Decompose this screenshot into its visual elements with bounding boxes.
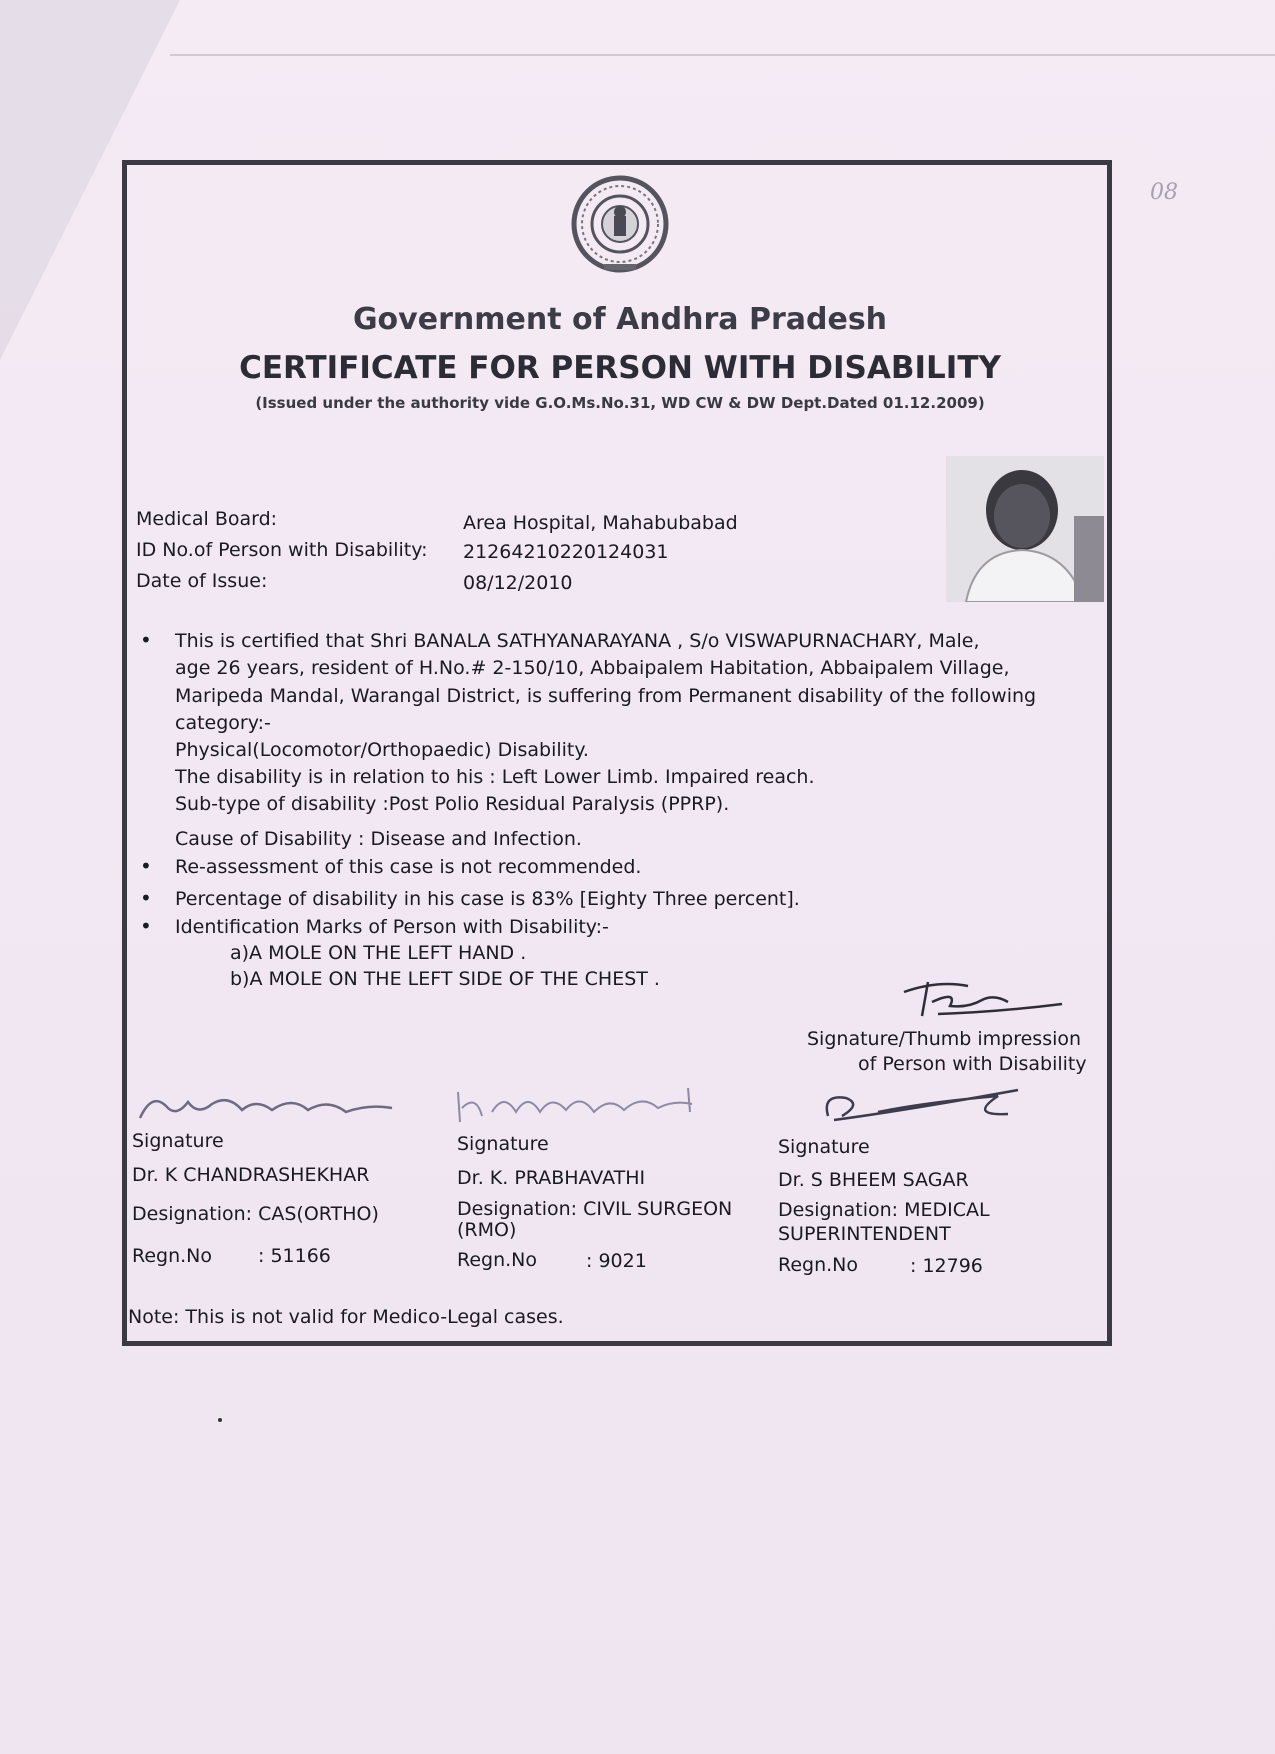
bullet-icon: • xyxy=(140,854,152,878)
doctor-3-regn-label: Regn.No xyxy=(778,1254,859,1276)
margin-mark: 08 xyxy=(1150,180,1178,205)
doctor-3-regn-value: : 12796 xyxy=(910,1255,983,1277)
doctor-1-regn-label: Regn.No xyxy=(132,1245,213,1267)
doctor-3-name: Dr. S BHEEM SAGAR xyxy=(778,1169,969,1191)
doctor-1-signature-label: Signature xyxy=(132,1130,224,1152)
medical-board-value: Area Hospital, Mahabubabad xyxy=(463,512,738,534)
doctor-2-designation-line-2: (RMO) xyxy=(457,1219,517,1241)
doctor-3-signature-icon xyxy=(818,1086,1038,1132)
doctor-2-regn-value: : 9021 xyxy=(586,1250,647,1272)
bullet-icon: • xyxy=(140,914,152,938)
percentage-line: Percentage of disability in his case is 83% [Eighty Three percent]. xyxy=(175,888,800,910)
disability-subtype: Sub-type of disability :Post Polio Residual Paralysis (PPRP). xyxy=(175,793,730,815)
bullet-icon: • xyxy=(140,886,152,910)
paper-speck xyxy=(218,1418,222,1422)
certification-line-3: Maripeda Mandal, Warangal District, is suffering from Permanent disability of the following xyxy=(175,685,1037,707)
doctor-1-designation: Designation: CAS(ORTHO) xyxy=(132,1203,379,1225)
person-portrait-icon xyxy=(946,456,1104,602)
doctor-2-name: Dr. K. PRABHAVATHI xyxy=(457,1167,646,1189)
reassessment-line: Re-assessment of this case is not recommended. xyxy=(175,856,642,878)
doctor-1-signature-icon xyxy=(132,1088,432,1128)
person-signature-caption-1: Signature/Thumb impression xyxy=(807,1028,1082,1050)
disability-category: Physical(Locomotor/Orthopaedic) Disability. xyxy=(175,739,589,761)
doctor-1-regn-value: : 51166 xyxy=(258,1245,331,1267)
id-value: 21264210220124031 xyxy=(463,541,669,563)
doctor-3-signature-label: Signature xyxy=(778,1136,870,1158)
certificate-title: CERTIFICATE FOR PERSON WITH DISABILITY xyxy=(239,350,1001,386)
bullet-icon: • xyxy=(140,628,152,652)
person-photo xyxy=(946,456,1104,602)
doctor-2-signature-icon xyxy=(452,1082,752,1128)
medical-board-label: Medical Board: xyxy=(136,508,278,530)
certification-line-2: age 26 years, resident of H.No.# 2-150/10, Abbaipalem Habitation, Abbaipalem Village, xyxy=(175,657,1010,679)
identification-mark-b: b)A MOLE ON THE LEFT SIDE OF THE CHEST . xyxy=(230,968,660,990)
identification-heading: Identification Marks of Person with Disability:- xyxy=(175,916,609,938)
validity-note: Note: This is not valid for Medico-Legal cases. xyxy=(128,1306,564,1328)
person-signature-caption-2: of Person with Disability xyxy=(858,1053,1087,1075)
doctor-2-designation-line-1: Designation: CIVIL SURGEON xyxy=(457,1198,733,1220)
doctor-1-name: Dr. K CHANDRASHEKHAR xyxy=(132,1164,370,1186)
date-value: 08/12/2010 xyxy=(463,572,573,594)
state-emblem-icon xyxy=(566,172,674,284)
doctor-3-designation-line-2: SUPERINTENDENT xyxy=(778,1223,951,1245)
person-signature-icon xyxy=(898,972,1068,1022)
doctor-2-regn-label: Regn.No xyxy=(457,1249,538,1271)
date-label: Date of Issue: xyxy=(136,570,268,592)
certification-line-4: category:- xyxy=(175,712,271,734)
identification-mark-a: a)A MOLE ON THE LEFT HAND . xyxy=(230,942,527,964)
government-title: Government of Andhra Pradesh xyxy=(352,302,888,337)
certification-line-1: This is certified that Shri BANALA SATHYANARAYANA , S/o VISWAPURNACHARY, Male, xyxy=(175,630,980,652)
id-label: ID No.of Person with Disability: xyxy=(136,539,428,561)
disability-cause: Cause of Disability : Disease and Infection. xyxy=(175,828,582,850)
authority-line: (Issued under the authority vide G.O.Ms.No.31, WD CW & DW Dept.Dated 01.12.2009) xyxy=(255,394,985,412)
page-edge xyxy=(170,18,1275,56)
disability-relation: The disability is in relation to his : Left Lower Limb. Impaired reach. xyxy=(175,766,815,788)
doctor-3-designation-line-1: Designation: MEDICAL xyxy=(778,1199,990,1221)
doctor-2-signature-label: Signature xyxy=(457,1133,549,1155)
